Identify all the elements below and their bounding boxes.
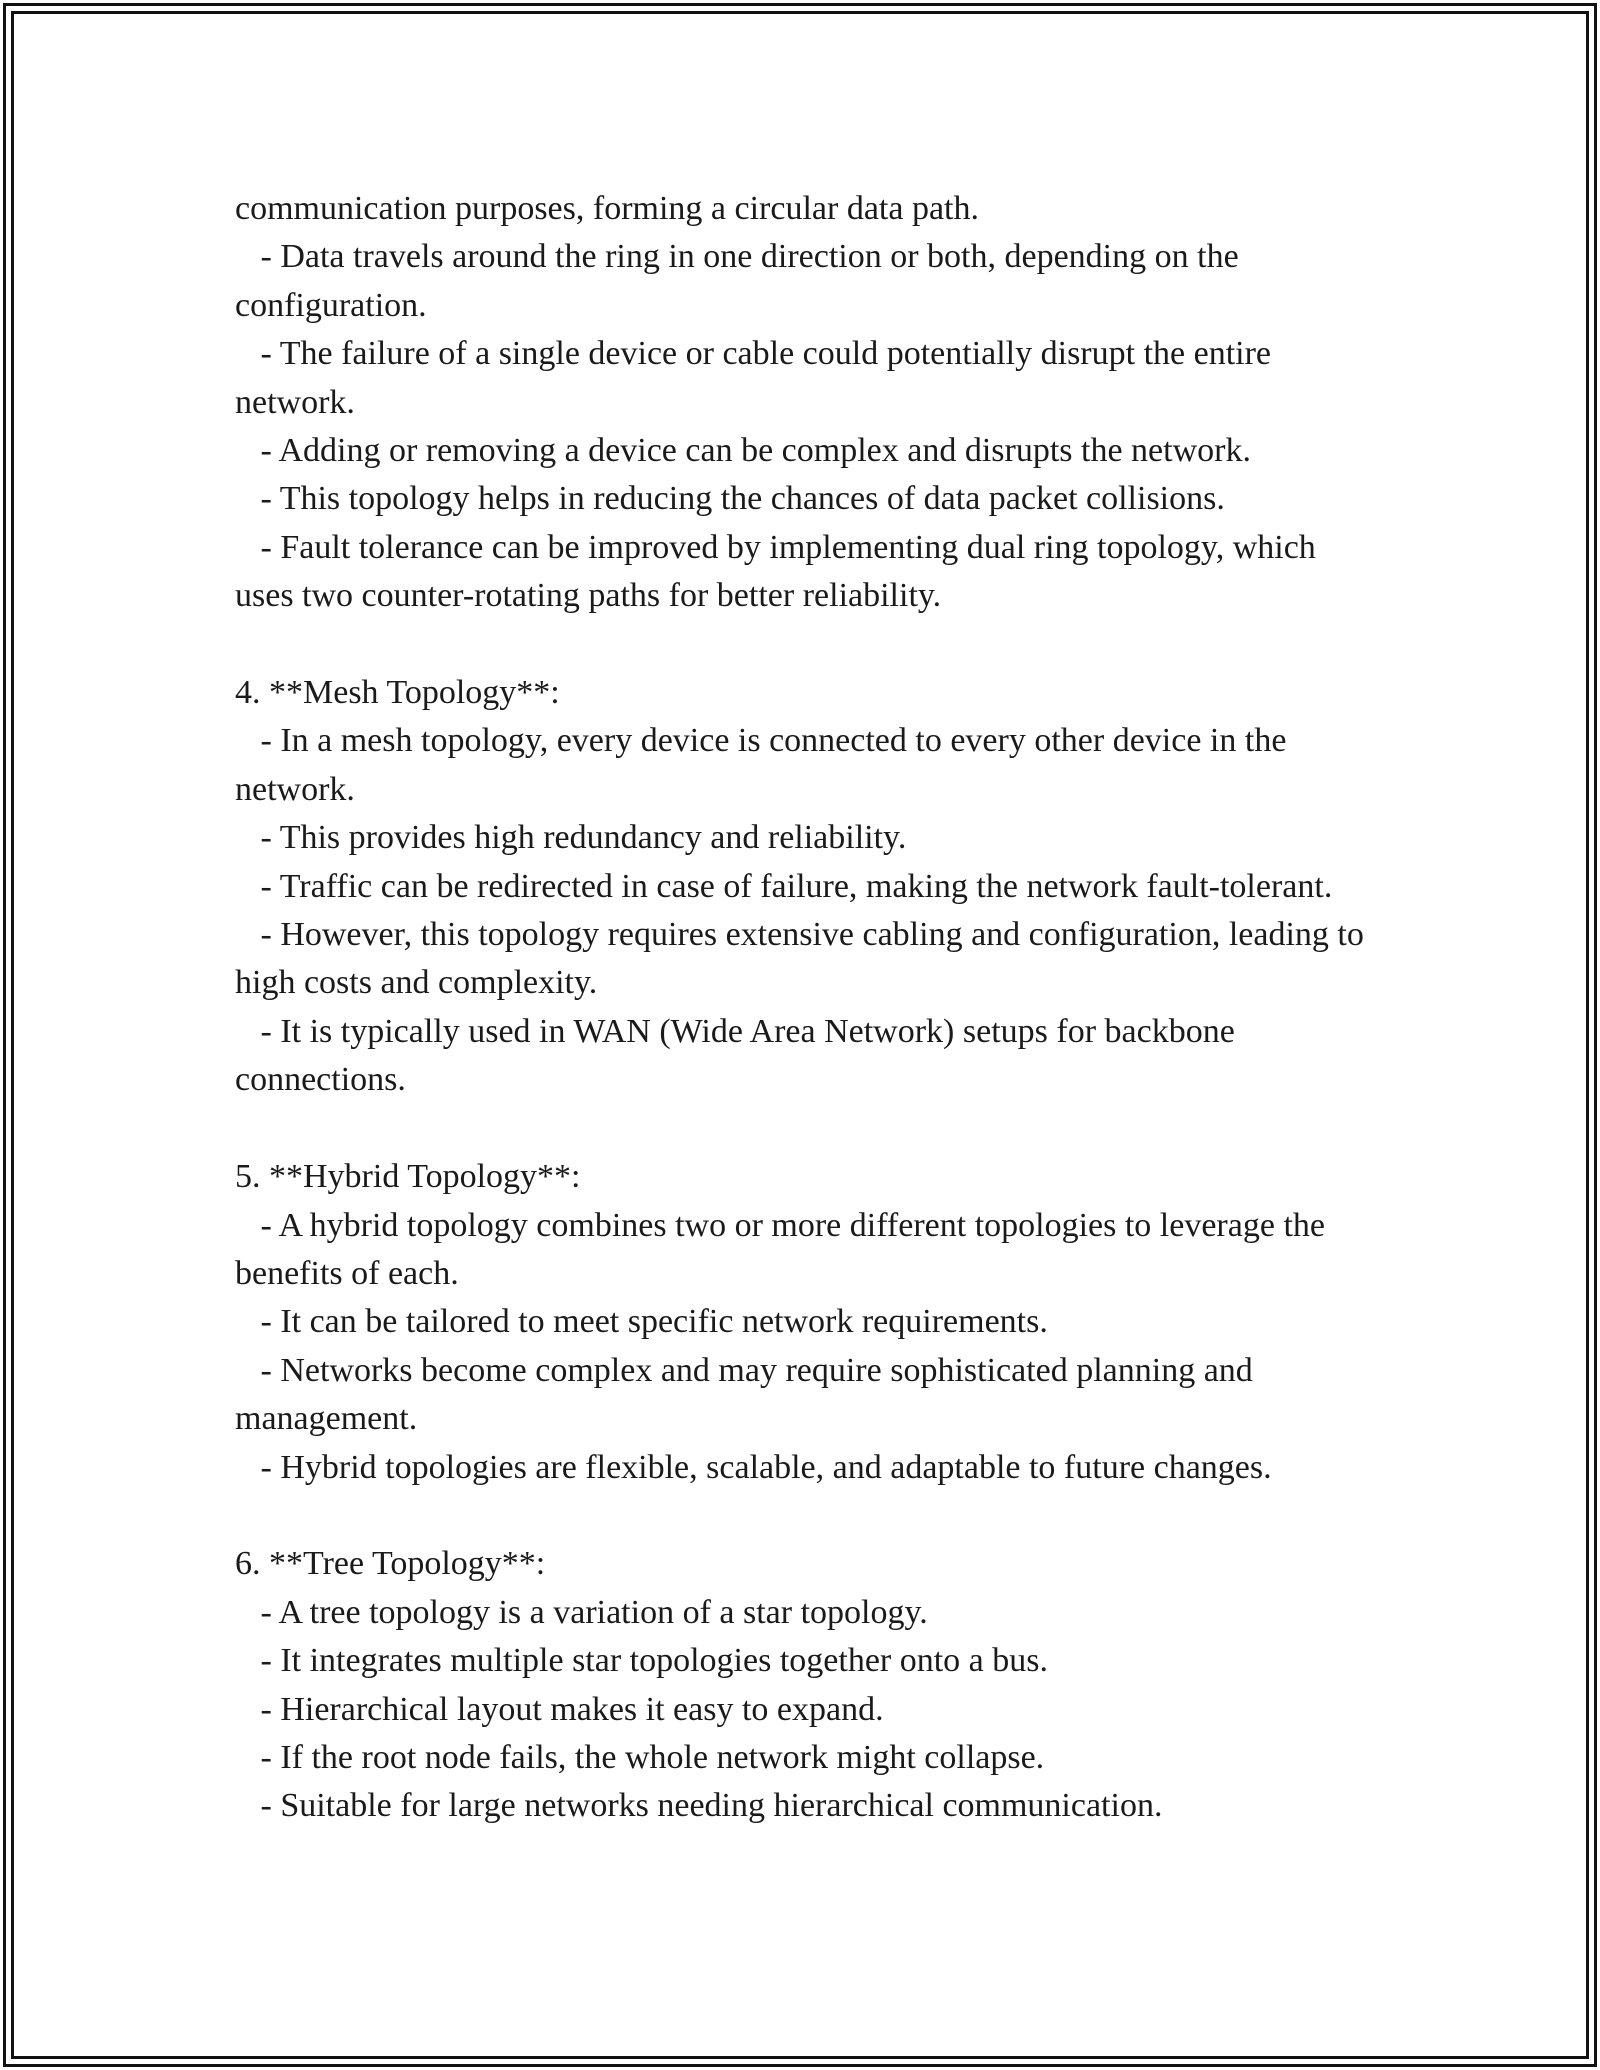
section-heading: 6. **Tree Topology**: bbox=[235, 1545, 546, 1583]
section-heading: 5. **Hybrid Topology**: bbox=[235, 1158, 581, 1196]
list-item: - Networks become complex and may require sophisticated planning and management. bbox=[235, 1351, 1262, 1438]
paragraph-line: communication purposes, forming a circular data path. bbox=[235, 190, 979, 227]
list-item: - In a mesh topology, every device is connected to every other device in the network. bbox=[235, 722, 1295, 808]
section-heading: 4. **Mesh Topology**: bbox=[235, 674, 560, 712]
list-item: - It integrates multiple star topologies together onto a bus. bbox=[235, 1642, 1048, 1680]
list-item: - A hybrid topology combines two or more different topologies to leverage the benefits of each. bbox=[235, 1206, 1334, 1292]
spacer bbox=[235, 1105, 1375, 1153]
list-item: - Data travels around the ring in one direction or both, depending on the configuration. bbox=[235, 238, 1248, 324]
list-item: - The failure of a single device or cable could potentially disrupt the entire network. bbox=[235, 335, 1280, 421]
list-item: - Adding or removing a device can be complex and disrupts the network. bbox=[235, 432, 1251, 470]
list-item: - It is typically used in WAN (Wide Area Network) setups for backbone connections. bbox=[235, 1012, 1244, 1099]
list-item: - Suitable for large networks needing hierarchical communication. bbox=[235, 1787, 1163, 1825]
list-item: - This provides high redundancy and reliability. bbox=[235, 819, 907, 857]
spacer bbox=[235, 1492, 1375, 1540]
list-item: - Fault tolerance can be improved by implementing dual ring topology, which uses two counter-rotating paths for better reliability. bbox=[235, 528, 1325, 615]
list-item: - A tree topology is a variation of a star topology. bbox=[235, 1593, 928, 1631]
list-item: - However, this topology requires extensive cabling and configuration, leading to high costs and complexity. bbox=[235, 916, 1373, 1002]
list-item: - This topology helps in reducing the chances of data packet collisions. bbox=[235, 480, 1225, 518]
list-item: - Traffic can be redirected in case of failure, making the network fault-tolerant. bbox=[235, 867, 1333, 905]
list-item: - Hybrid topologies are flexible, scalable, and adaptable to future changes. bbox=[235, 1448, 1272, 1486]
list-item: - If the root node fails, the whole network might collapse. bbox=[235, 1738, 1045, 1776]
list-item: - Hierarchical layout makes it easy to expand. bbox=[235, 1690, 884, 1728]
list-item: - It can be tailored to meet specific network requirements. bbox=[235, 1303, 1048, 1341]
document-body bbox=[235, 185, 1375, 1831]
spacer bbox=[235, 621, 1375, 669]
